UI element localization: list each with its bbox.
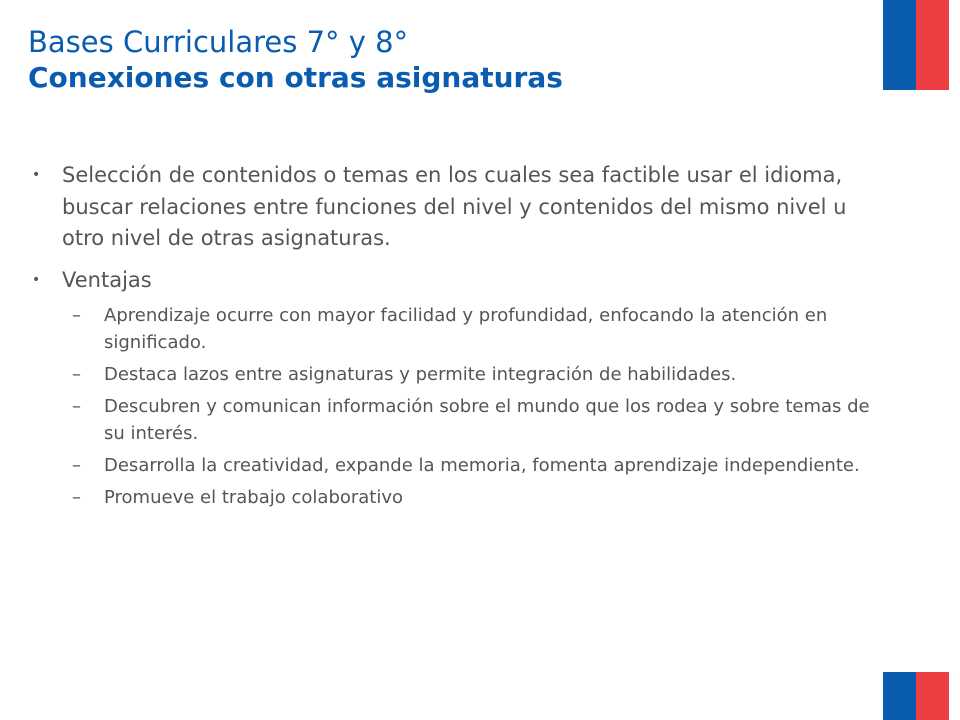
flag-red-stripe bbox=[916, 0, 949, 90]
flag-blue-stripe bbox=[883, 0, 916, 90]
slide-body bbox=[30, 160, 880, 516]
dash-icon: – bbox=[72, 364, 81, 385]
sub-bullet-item bbox=[72, 361, 880, 388]
flag-bar-top bbox=[883, 0, 949, 90]
flag-blue-stripe bbox=[883, 672, 916, 720]
bullet-item-ventajas bbox=[30, 265, 880, 297]
sub-bullet-text: Descubren y comunican información sobre el mundo que los rodea y sobre temas de su interés. bbox=[104, 396, 870, 444]
dash-icon: – bbox=[72, 487, 81, 508]
bullet-icon: • bbox=[32, 167, 41, 183]
bullet-icon: • bbox=[32, 271, 41, 288]
dash-icon: – bbox=[72, 455, 81, 476]
dash-icon: – bbox=[72, 396, 81, 417]
sub-bullet-text: Promueve el trabajo colaborativo bbox=[104, 487, 404, 508]
slide-subtitle: Conexiones con otras asignaturas bbox=[28, 61, 563, 94]
sub-bullet-text: Destaca lazos entre asignaturas y permite integración de habilidades. bbox=[104, 364, 737, 385]
bullet-item-seleccion bbox=[30, 160, 880, 255]
sub-bullet-item bbox=[72, 452, 880, 479]
sub-bullet-item bbox=[72, 302, 880, 356]
sub-bullet-item bbox=[72, 393, 880, 447]
sub-bullet-text: Aprendizaje ocurre con mayor facilidad y profundidad, enfocando la atención en significado. bbox=[104, 305, 828, 353]
bullet-text: Selección de contenidos o temas en los cuales sea factible usar el idioma, buscar relaciones entre funciones del nivel y contenidos del mismo nivel u otro nivel de otras asignaturas. bbox=[62, 163, 847, 250]
sub-bullet-item bbox=[72, 484, 880, 511]
slide-title: Bases Curriculares 7° y 8° bbox=[28, 25, 409, 59]
dash-icon: – bbox=[72, 305, 81, 326]
flag-bar-bottom bbox=[883, 672, 949, 720]
sub-bullet-text: Desarrolla la creatividad, expande la memoria, fomenta aprendizaje independiente. bbox=[104, 455, 860, 476]
ventajas-list bbox=[72, 302, 880, 511]
bullet-text: Ventajas bbox=[62, 267, 152, 292]
flag-red-stripe bbox=[916, 672, 949, 720]
